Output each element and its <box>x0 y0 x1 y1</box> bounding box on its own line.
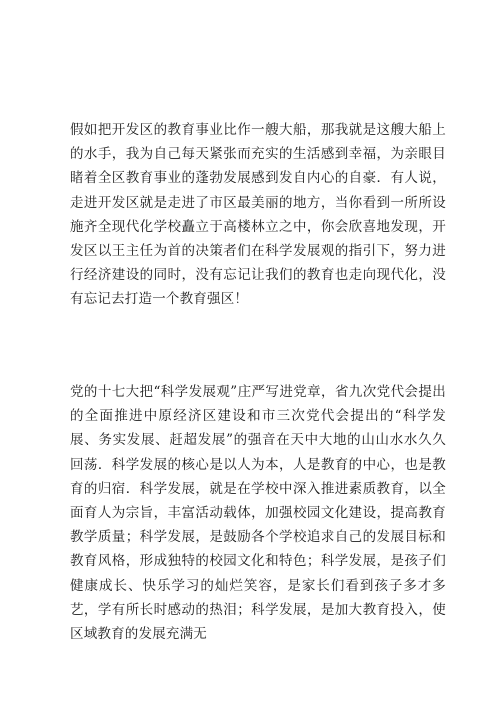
body-paragraph-2: 党的十七大把“科学发展观”庄严写进党章，省九次党代会提出的全面推进中原经济区建设和市三次党代会提出的“科学发展、务实发展、赶超发展”的强音在天中大地的山山水水久久回荡．科学发展的核心是以人为本，人是教育的中心，也是教育的归宿．科学发展，就是在学校中深入推进素质教育，以全面育人为宗旨，丰富活动载体，加强校园文化建设，提高教育教学质量；科学发展，是鼓励各个学校追求自己的发展目标和教育风格，形成独特的校园文化和特色；科学发展，是孩子们健康成长、快乐学习的灿烂笑容，是家长们看到孩子多才多艺，学有所长时感动的热泪；科学发展，是加大教育投入，使区域教育的发展充满无 <box>70 384 446 643</box>
body-paragraph-1: 假如把开发区的教育事业比作一艘大船，那我就是这艘大船上的水手，我为自己每天紧张而充实的生活感到幸福，为亲眼目睹着全区教育事业的蓬勃发展感到发自内心的自豪．有人说，走进开发区就是走进了市区最美丽的地方，当你看到一所所设施齐全现代化学校矗立于高楼林立之中，你会欣喜地发现，开发区以王主任为首的决策者们在科学发展观的指引下，努力进行经济建设的同时，没有忘记让我们的教育也走向现代化，没有忘记去打造一个教育强区！ <box>70 122 446 308</box>
